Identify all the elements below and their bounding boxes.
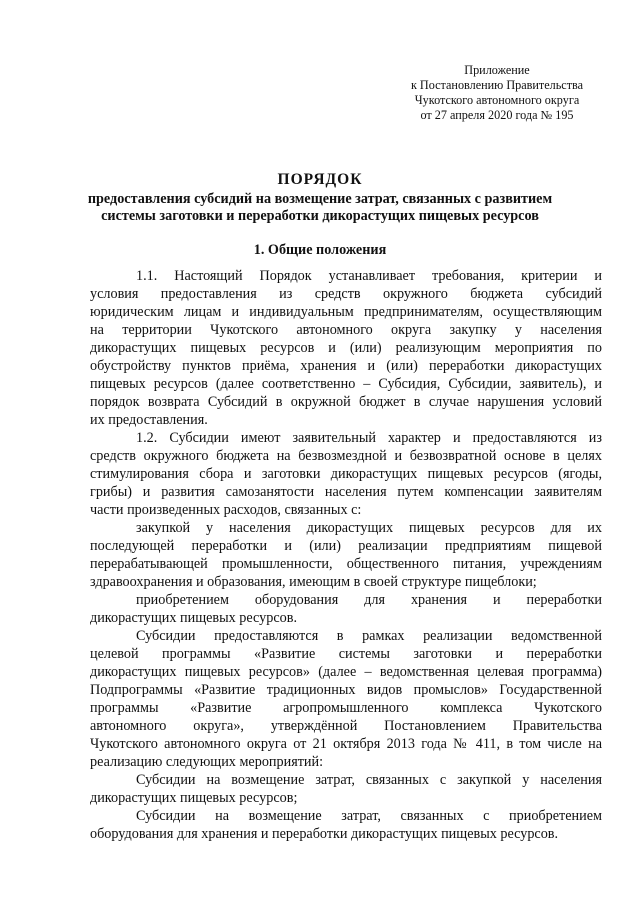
text-line: Субсидии на возмещение затрат, связанных с приобретением [136, 808, 602, 824]
text-line: реализацию следующих мероприятий: [90, 754, 324, 770]
text-line: порядок возврата Субсидий в окружной бюджет в случае нарушения условий [90, 394, 602, 410]
text-line: 1.1. Настоящий Порядок устанавливает требования, критерии и [136, 268, 602, 284]
text-line: программы «Развитие агропромышленного комплекса Чукотского [90, 700, 602, 716]
appendix-line: к Постановлению Правительства [410, 78, 584, 92]
text-line: средств окружного бюджета на безвозмездной и безвозвратной основе в целях [90, 448, 602, 464]
text-line: последующей переработки и (или) реализации предприятиям пищевой [90, 538, 602, 554]
text-line: приобретением оборудования для хранения и переработки [136, 592, 602, 608]
text-line: перерабатывающей промышленности, общественного питания, учреждениям [90, 556, 602, 572]
text-line: Субсидии предоставляются в рамках реализации ведомственной [136, 628, 602, 644]
text-line: обустройству пунктов приёма, хранения и (или) переработки дикорастущих [90, 358, 602, 374]
text-line: дикорастущих пищевых ресурсов и (или) реализующим мероприятия по [90, 340, 602, 356]
text-line: грибы) и развития самозанятости населения путем компенсации заявителям [90, 484, 602, 500]
text-line: юридическим лицам и индивидуальным предпринимателям, осуществляющим [90, 304, 602, 320]
document-subtitle-line-1: предоставления субсидий на возмещение затрат, связанных с развитием [87, 191, 553, 207]
text-line: дикорастущих пищевых ресурсов. [90, 610, 297, 626]
section-heading: 1. Общие положения [253, 242, 387, 258]
document-subtitle-line-2: системы заготовки и переработки дикорастущих пищевых ресурсов [101, 208, 539, 224]
text-line: пищевых ресурсов (далее соответственно – Субсидия, Субсидии, заявитель), и [90, 376, 602, 392]
document-title: ПОРЯДОК [277, 171, 363, 188]
text-line: целевой программы «Развитие системы заготовки и переработки [90, 646, 602, 662]
text-line: стимулирования сбора и заготовки дикорастущих пищевых ресурсов (ягоды, [90, 466, 602, 482]
appendix-line: Приложение [464, 63, 530, 77]
text-line: здравоохранения и образования, имеющим в своей структуре пищеблоки; [90, 574, 537, 590]
text-line: дикорастущих пищевых ресурсов» (далее – ведомственная целевая программа) [90, 664, 602, 680]
text-line: Чукотского автономного округа от 21 октября 2013 года № 411, в том числе на [90, 736, 602, 752]
text-line: Субсидии на возмещение затрат, связанных с закупкой у населения [136, 772, 602, 788]
text-line: на территории Чукотского автономного округа закупку у населения [90, 322, 602, 338]
text-line: оборудования для хранения и переработки дикорастущих пищевых ресурсов. [90, 826, 559, 842]
appendix-block [392, 63, 602, 123]
text-line: их предоставления. [90, 412, 208, 428]
text-line: части произведенных расходов, связанных с: [90, 502, 362, 518]
text-line: 1.2. Субсидии имеют заявительный характер и предоставляются из [136, 430, 602, 446]
text-line: условия предоставления из средств окружного бюджета субсидий [90, 286, 602, 302]
appendix-line: от 27 апреля 2020 года № 195 [420, 108, 574, 122]
text-line: закупкой у населения дикорастущих пищевых ресурсов для их [136, 520, 602, 536]
appendix-line: Чукотского автономного округа [414, 93, 580, 107]
text-line: Подпрограммы «Развитие традиционных видов промыслов» Государственной [90, 682, 602, 698]
text-line: дикорастущих пищевых ресурсов; [90, 790, 298, 806]
text-line: автономного округа», утверждённой Постановлением Правительства [90, 718, 602, 734]
